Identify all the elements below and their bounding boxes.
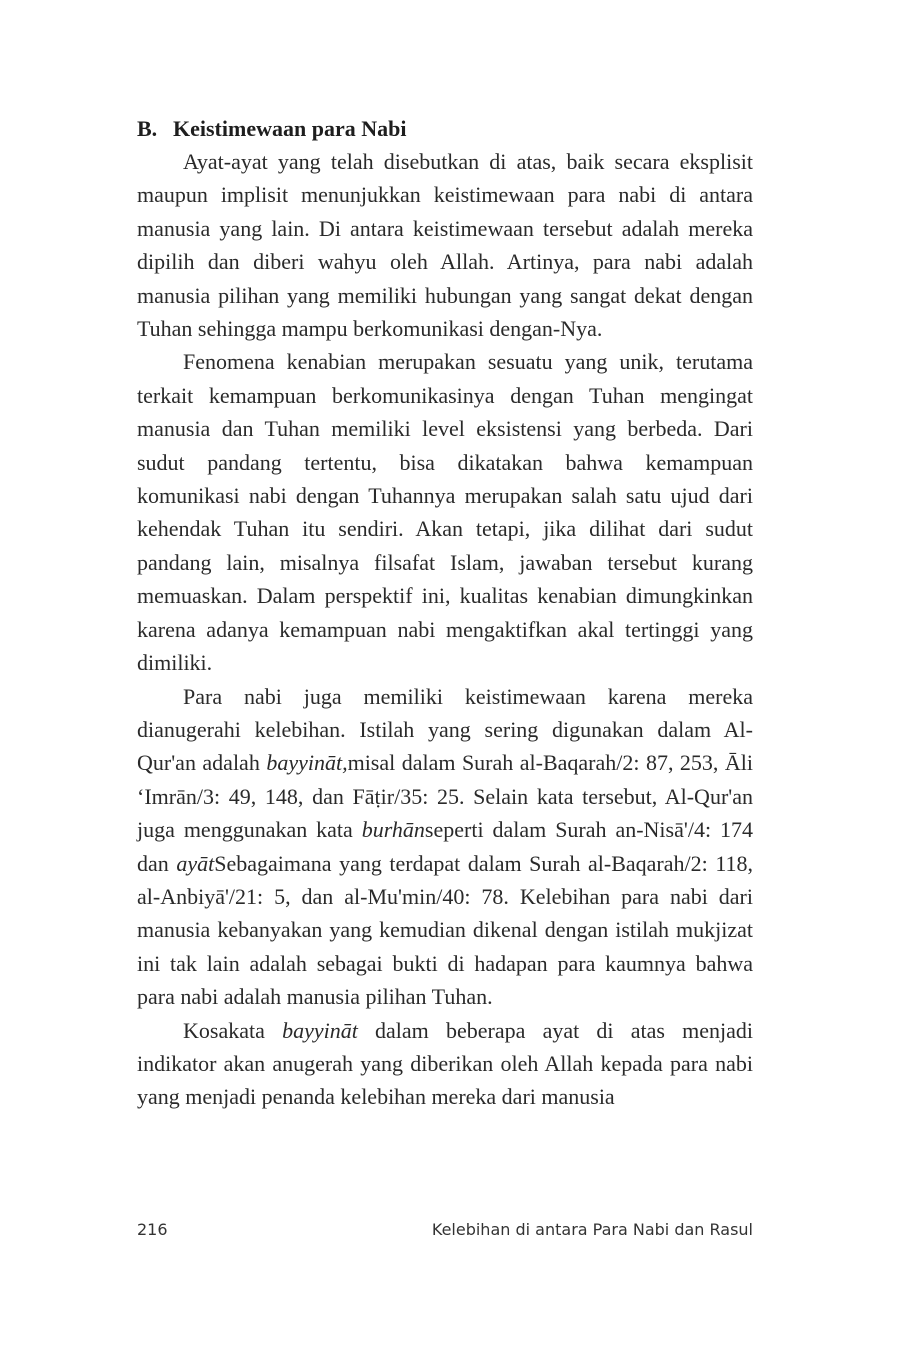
p3-text-4: Sebagaimana yang terdapat dalam Surah al-Baqarah/2: 118, al-Anbiyā'/21: 5, dan al-Mu'min/40: 78. Kelebihan para nabi dari manusia kebanyakan yang kemudian dikenal dengan istilah mukjizat ini tak lain adalah sebagai bukti di hadapan para kaumnya bahwa para nabi adalah manusia pilihan Tuhan. <box>137 850 754 1010</box>
p4-text-2: dalam beberapa ayat di atas menjadi indikator akan anugerah yang diberikan oleh Allah kepada para nabi yang menjadi penanda kelebihan mereka dari manusia <box>137 1017 753 1110</box>
term-burhan: burhān <box>361 817 425 843</box>
term-ayat: ayāt <box>176 850 215 876</box>
term-bayyinat-2: bayyināt <box>282 1017 358 1043</box>
running-title: Kelebihan di antara Para Nabi dan Rasul <box>431 1220 753 1239</box>
paragraph-1: Ayat-ayat yang telah disebutkan di atas, baik secara eksplisit maupun implisit menunjukkan keistimewaan para nabi di antara manusia yang lain. Di antara keistimewaan tersebut adalah mereka dipilih dan diberi wahyu oleh Allah. Artinya, para nabi adalah manusia pilihan yang memiliki hubungan yang sangat dekat dengan Tuhan sehingga mampu berkomunikasi dengan-Nya. <box>137 149 753 342</box>
section-heading <box>137 112 753 145</box>
paragraph-2: Fenomena kenabian merupakan sesuatu yang unik, terutama terkait kemampuan berkomunikasinya dengan Tuhan mengingat manusia dan Tuhan memiliki level eksistensi yang berbeda. Dari sudut pandang tertentu, bisa dikatakan bahwa kemampuan komunikasi nabi dengan Tuhannya merupakan salah satu ujud dari kehendak Tuhan itu sendiri. Akan tetapi, jika dilihat dari sudut pandang lain, misalnya filsafat Islam, jawaban tersebut kurang memuaskan. Dalam perspektif ini, kualitas kenabian dimungkinkan karena adanya kemampuan nabi mengaktifkan akal tertinggi yang dimiliki. <box>137 349 753 676</box>
section-title: Keistimewaan para Nabi <box>173 116 407 141</box>
p3-text-2: misal dalam Surah al-Baqarah/2: 87, 253, Āli ‘Imrān/3: 49, 148, dan Fāṭir/35: 25. Selain kata tersebut, Al-Qur'an juga menggunakan kata <box>137 750 754 843</box>
page-footer <box>137 1220 753 1239</box>
paragraph-4 <box>137 1014 753 1114</box>
term-bayyinat: bayyināt, <box>266 750 348 776</box>
page-body <box>137 112 753 1114</box>
section-number: B. <box>137 116 158 141</box>
page-number: 216 <box>137 1220 168 1239</box>
p3-text-3: seperti dalam Surah an-Nisā'/4: 174 dan <box>137 817 753 876</box>
p4-text-1: Kosakata <box>183 1017 283 1043</box>
paragraph-3 <box>137 680 753 1014</box>
p3-text-1: Para nabi juga memiliki keistimewaan karena mereka dianugerahi kelebihan. Istilah yang sering digunakan dalam Al-Qur'an adalah <box>137 683 753 776</box>
